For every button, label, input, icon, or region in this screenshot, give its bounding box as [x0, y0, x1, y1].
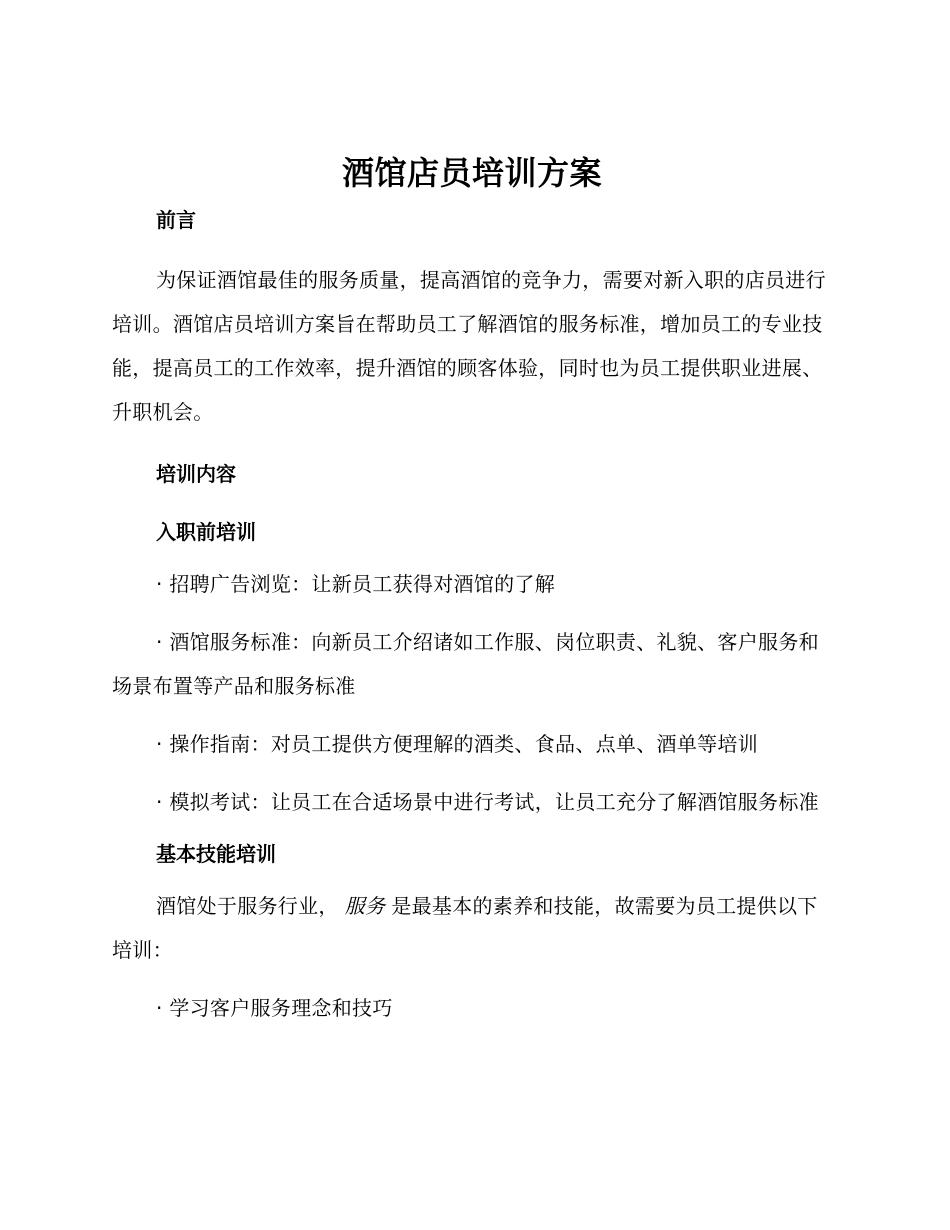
skills-intro-emphasis: 服务 — [344, 894, 386, 918]
document-page — [112, 150, 832, 1030]
section-heading-preboard: 入职前培训 — [156, 520, 256, 544]
list-item: · 模拟考试：让员工在合适场景中进行考试，让员工充分了解酒馆服务标准 — [156, 790, 819, 814]
section-heading-content: 培训内容 — [156, 462, 236, 486]
list-item: · 酒馆服务标准：向新员工介绍诸如工作服、岗位职责、礼貌、客户服务和场景布置等产品和服务标准 — [112, 630, 819, 698]
preface-paragraph: 为保证酒馆最佳的服务质量，提高酒馆的竞争力，需要对新入职的店员进行培训。酒馆店员培训方案旨在帮助员工了解酒馆的服务标准，增加员工的专业技能，提高员工的工作效率，提升酒馆的顾客体验，同时也为员工提供职业进展、升职机会。 — [112, 268, 826, 424]
section-heading-skills: 基本技能培训 — [156, 842, 276, 866]
skills-intro-before: 酒馆处于服务行业， — [156, 894, 339, 918]
document-title: 酒馆店员培训方案 — [341, 154, 602, 192]
list-item: · 操作指南：对员工提供方便理解的酒类、食品、点单、酒单等培训 — [156, 732, 759, 756]
list-item: · 学习客户服务理念和技巧 — [156, 996, 393, 1020]
list-item: · 招聘广告浏览：让新员工获得对酒馆的了解 — [156, 572, 556, 596]
skills-intro-paragraph — [112, 884, 832, 972]
skills-intro-after: 是最基本的素养和技能，故需要为员工提供以下培训： — [112, 894, 818, 962]
section-heading-preface: 前言 — [156, 208, 196, 232]
